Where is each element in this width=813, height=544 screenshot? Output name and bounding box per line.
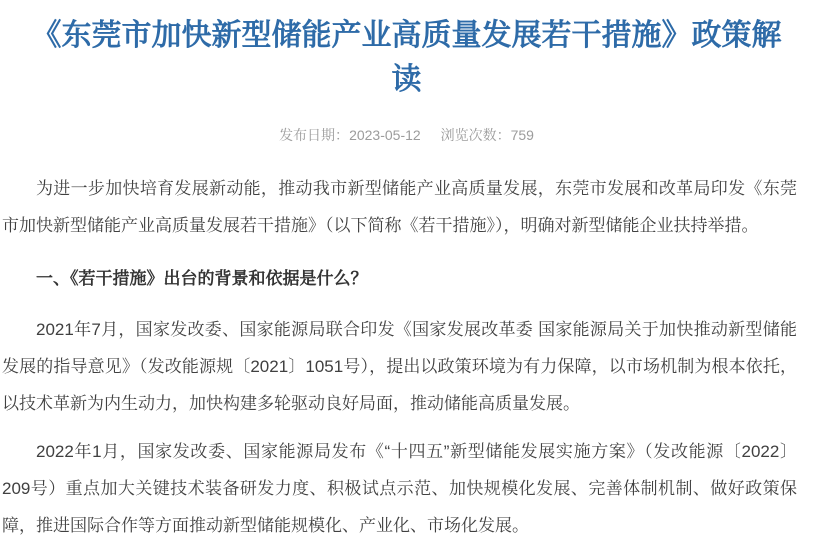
paragraph-intro: 为进一步加快培育发展新动能，推动我市新型储能产业高质量发展，东莞市发展和改革局印发《东莞市加快新型储能产业高质量发展若干措施》（以下简称《若干措施》），明确对新型储能企业扶持举措。 (2, 179, 797, 235)
publish-date-value: 2023-05-12 (349, 127, 421, 143)
article-body (0, 170, 813, 544)
views-value: 759 (510, 127, 534, 143)
page-title: 《东莞市加快新型储能产业高质量发展若干措施》政策解读 (31, 19, 782, 96)
paragraph-2021-guidance: 2021年7月，国家发改委、国家能源局联合印发《国家发展改革委 国家能源局关于加快推动新型储能发展的指导意见》（发改能源规〔2021〕1051号），提出以政策环境为有力保障，以市场机制为根本依托，以技术革新为内生动力，加快构建多轮驱动良好局面，推动储能高质量发展。 (2, 320, 797, 413)
views-label: 浏览次数： (440, 127, 511, 143)
publish-date-label: 发布日期： (279, 127, 350, 143)
paragraph-2022-plan: 2022年1月，国家发改委、国家能源局发布《“十四五”新型储能发展实施方案》（发改能源〔2022〕209号）重点加大关键技术装备研发力度、积极试点示范、加快规模化发展、完善体制机制、做好政策保障，推进国际合作等方面推动新型储能规模化、产业化、市场化发展。 (2, 442, 797, 535)
section-heading-background: 一、《若干措施》出台的背景和依据是什么？ (36, 269, 368, 288)
article-meta (0, 126, 813, 144)
publish-date-group (279, 127, 425, 143)
views-group (441, 127, 534, 143)
